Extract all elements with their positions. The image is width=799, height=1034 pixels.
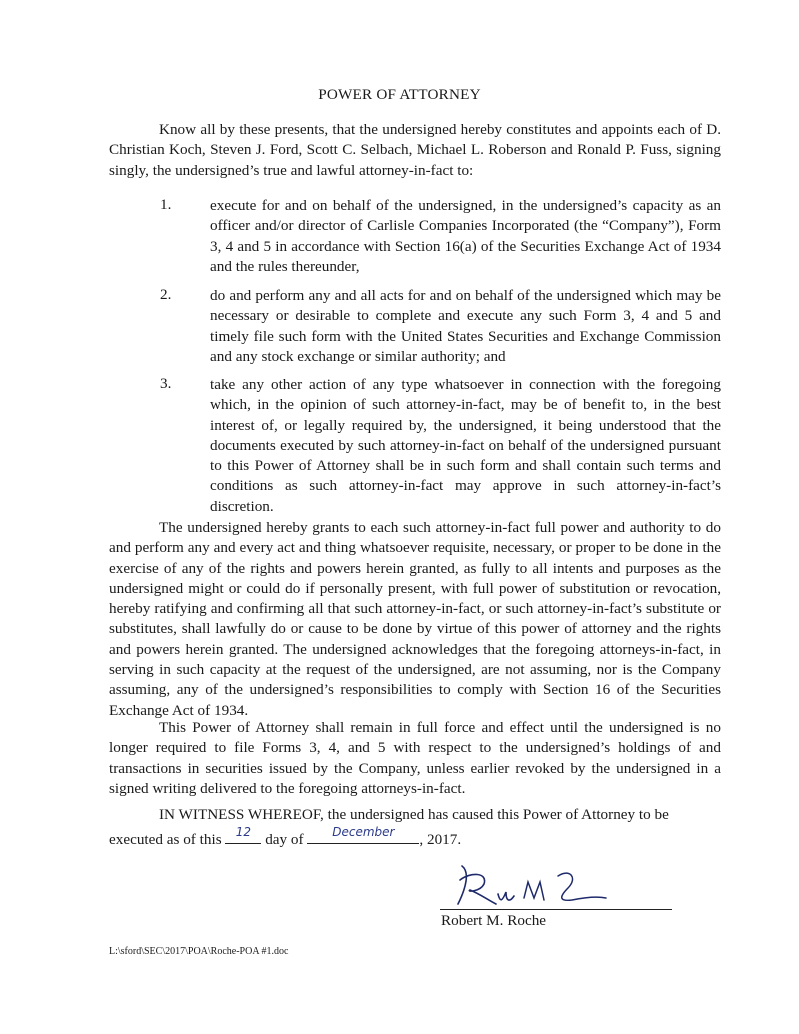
item-text: take any other action of any type whatsoever in connection with the foregoing which, in the opinion of such attorney-in-fact, may be of benefit to, in the best interest of, or legally required by, the undersigned, it being understood that the documents executed by such attorney-in-fact on behalf of the undersigned pursuant to this Power of Attorney shall be in such form and shall contain such terms and conditions as such attorney-in-fact may approve in such attorney-in-fact’s discretion. <box>210 376 721 515</box>
signer-name: Robert M. Roche <box>441 912 547 929</box>
signature-image <box>440 858 610 912</box>
grant-paragraph <box>109 518 721 721</box>
item-number: 3. <box>160 375 172 392</box>
day-handwritten: 12 <box>235 825 252 839</box>
month-handwritten: December <box>332 825 395 839</box>
duration-text: This Power of Attorney shall remain in full force and effect until the undersigned is no longer required to file Forms 3, 4, and 5 with respect to the undersigned’s holdings of and transactions in securities issued by the Company, unless earlier revoked by the undersigned in a signed writing delivered to the foregoing attorneys-in-fact. <box>109 719 721 797</box>
item-number: 2. <box>160 286 172 303</box>
signature-line <box>440 909 672 910</box>
witness-pre: executed as of this <box>109 831 222 849</box>
intro-text: Know all by these presents, that the undersigned hereby constitutes and appoints each of D. Christian Koch, Steven J. Ford, Scott C. Selbach, Michael L. Roberson and Ronald P. Fuss, signing singly, the undersigned’s true and lawful attorney-in-fact to: <box>109 121 721 179</box>
document-title: POWER OF ATTORNEY <box>318 86 481 103</box>
witness-post: , 2017. <box>419 831 462 849</box>
intro-paragraph <box>109 120 721 181</box>
day-blank <box>225 825 261 844</box>
witness-line1: IN WITNESS WHEREOF, the undersigned has caused this Power of Attorney to be <box>159 806 669 823</box>
month-blank <box>307 825 419 844</box>
grant-text: The undersigned hereby grants to each such attorney-in-fact full power and authority to do and perform any and every act and thing whatsoever requisite, necessary, or proper to be done in the exercise of any of the rights and powers herein granted, as fully to all intents and purposes as the undersigned might or could do if personally present, with full power of substitution or revocation, hereby ratifying and confirming all that such attorney-in-fact, or such attorney-in-fact’s substitute or substitutes, shall lawfully do or cause to be done by virtue of this power of attorney and the rights and powers herein granted. The undersigned acknowledges that the foregoing attorneys-in-fact, in serving in such capacity at the request of the undersigned, are not assuming, nor is the Company assuming, any of the undersigned’s responsibilities to comply with Section 16 of the Securities Exchange Act of 1934. <box>109 519 721 719</box>
witness-paragraph <box>109 805 721 851</box>
duration-paragraph <box>109 718 721 799</box>
item-text: do and perform any and all acts for and on behalf of the undersigned which may be necessary or desirable to complete and execute any such Form 3, 4 and 5 and timely file such form with the United States Securities and Exchange Commission and any stock exchange or similar authority; and <box>210 287 721 365</box>
item-text: execute for and on behalf of the undersigned, in the undersigned’s capacity as an officer and/or director of Carlisle Companies Incorporated (the “Company”), Form 3, 4 and 5 in accordance with Section 16(a) of the Securities Exchange Act of 1934 and the rules thereunder, <box>210 197 721 275</box>
item-number: 1. <box>160 196 172 213</box>
file-path-footer: L:\sford\SEC\2017\POA\Roche-POA #1.doc <box>109 946 289 957</box>
witness-mid: day of <box>265 831 304 849</box>
